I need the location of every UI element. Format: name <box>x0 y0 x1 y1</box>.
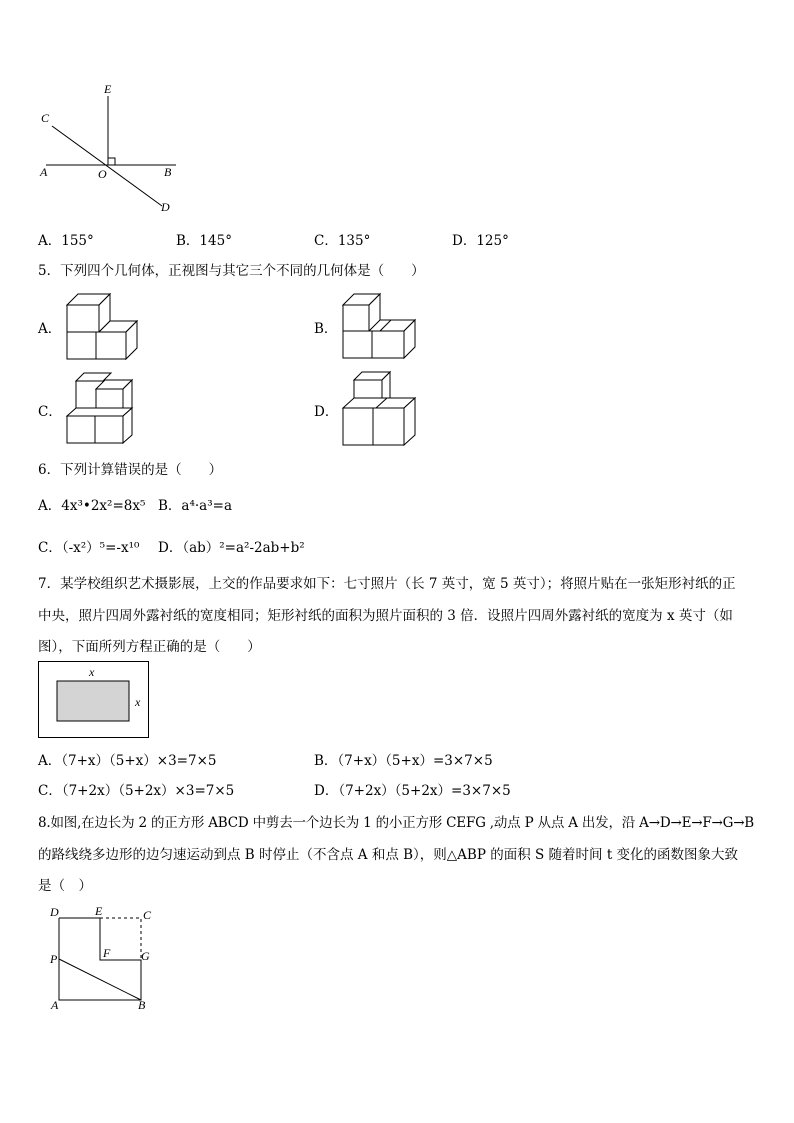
q7-option-a[interactable] <box>38 749 216 769</box>
q4-option-d[interactable] <box>452 229 509 249</box>
q5-option-a-key[interactable]: A． <box>38 321 62 337</box>
q8-stem-line1: 8.如图,在边长为 2 的正方形 ABCD 中剪去一个边长为 1 的小正方形 CEFG ,动点 P 从点 A 出发，沿 A→D→E→F→G→B <box>38 815 755 831</box>
option-value: 135° <box>337 233 371 249</box>
q4-option-c[interactable] <box>314 229 370 249</box>
q7-option-b[interactable] <box>314 749 493 769</box>
point-b-label: B <box>138 998 146 1012</box>
option-key: C． <box>314 233 338 249</box>
point-a-label: A <box>40 165 48 179</box>
option-key: D． <box>158 540 183 556</box>
point-p-label: P <box>50 952 58 966</box>
point-c-label: C <box>41 111 50 125</box>
option-key: A． <box>38 233 62 249</box>
q5-option-b-key[interactable]: B． <box>314 321 338 337</box>
option-text: （7+x）（5+x）=3×7×5 <box>337 753 493 769</box>
q6-stem: 6．下列计算错误的是（ ） <box>38 462 223 478</box>
mat-width-label-top: x <box>89 665 95 679</box>
point-o-label: O <box>98 167 107 181</box>
option-text: a⁴·a³=a <box>181 498 232 514</box>
q5-option-d-key[interactable]: D． <box>314 404 339 420</box>
option-text: （-x²）⁵=-x¹⁰ <box>61 540 140 556</box>
q5-stem: 5．下列四个几何体，正视图与其它三个不同的几何体是（ ） <box>38 263 425 279</box>
point-g-label: G <box>141 949 150 963</box>
option-text: （7+2x）（5+2x）×3=7×5 <box>61 783 235 799</box>
option-text: （ab）²=a²-2ab+b² <box>182 540 305 556</box>
option-key: B． <box>176 233 200 249</box>
option-value: 155° <box>61 233 94 249</box>
q5-solid-d-icon <box>340 370 420 450</box>
q7-stem-line3: 图），下面所列方程正确的是（ ） <box>38 639 261 655</box>
point-c-label: C <box>143 908 152 922</box>
point-a-label: A <box>51 998 59 1012</box>
option-key: B． <box>158 498 182 514</box>
option-key: A． <box>38 498 62 514</box>
option-text: （7+2x）（5+2x）=3×7×5 <box>338 783 511 799</box>
option-key: D． <box>314 783 339 799</box>
q5-solid-b-icon <box>340 291 420 366</box>
q5-solid-c-icon <box>64 370 144 450</box>
option-key: C． <box>38 783 62 799</box>
point-d-label: D <box>50 905 59 919</box>
square-path-figure <box>44 904 164 1014</box>
option-key: D． <box>452 233 477 249</box>
q6-option-b[interactable] <box>158 494 232 514</box>
q5-solid-a-icon <box>64 286 144 366</box>
q6-option-c[interactable] <box>38 536 139 556</box>
option-key: A． <box>38 753 62 769</box>
q4-option-a[interactable] <box>38 229 94 249</box>
point-e-label: E <box>95 904 103 918</box>
q6-option-a[interactable] <box>38 494 145 514</box>
q4-option-b[interactable] <box>176 229 232 249</box>
option-text: 4x³•2x²=8x⁵ <box>61 498 146 514</box>
point-b-label: B <box>164 165 172 179</box>
q6-option-d[interactable] <box>158 536 305 556</box>
q7-stem-line1: 7．某学校组织艺术摄影展，上交的作品要求如下：七寸照片（长 7 英寸，宽 5 英寸）；将照片贴在一张矩形衬纸的正 <box>38 576 736 592</box>
option-value: 125° <box>476 233 509 249</box>
option-key: B． <box>314 753 338 769</box>
angle-figure <box>30 80 190 220</box>
q5-option-c-key[interactable]: C． <box>38 404 62 420</box>
angle-figure-svg <box>30 80 190 220</box>
q7-option-d[interactable] <box>314 779 511 799</box>
option-text: （7+x）（5+x）×3=7×5 <box>61 753 217 769</box>
mat-width-label-right: x <box>135 695 141 709</box>
q7-option-c[interactable] <box>38 779 234 799</box>
q7-stem-line2: 中央，照片四周外露衬纸的宽度相同；矩形衬纸的面积为照片面积的 3 倍．设照片四周外露衬纸的宽度为 x 英寸（如 <box>38 608 733 624</box>
q8-stem-line2: 的路线绕多边形的边匀速运动到点 B 时停止（不含点 A 和点 B），则△ABP 的面积 S 随着时间 t 变化的函数图象大致 <box>38 847 739 863</box>
option-value: 145° <box>199 233 232 249</box>
photo-mat-figure <box>38 661 150 739</box>
q8-stem-line3: 是（ ） <box>38 878 92 894</box>
point-d-label: D <box>161 200 170 214</box>
point-e-label: E <box>104 82 112 96</box>
option-key: C． <box>38 540 62 556</box>
point-f-label: F <box>103 946 111 960</box>
